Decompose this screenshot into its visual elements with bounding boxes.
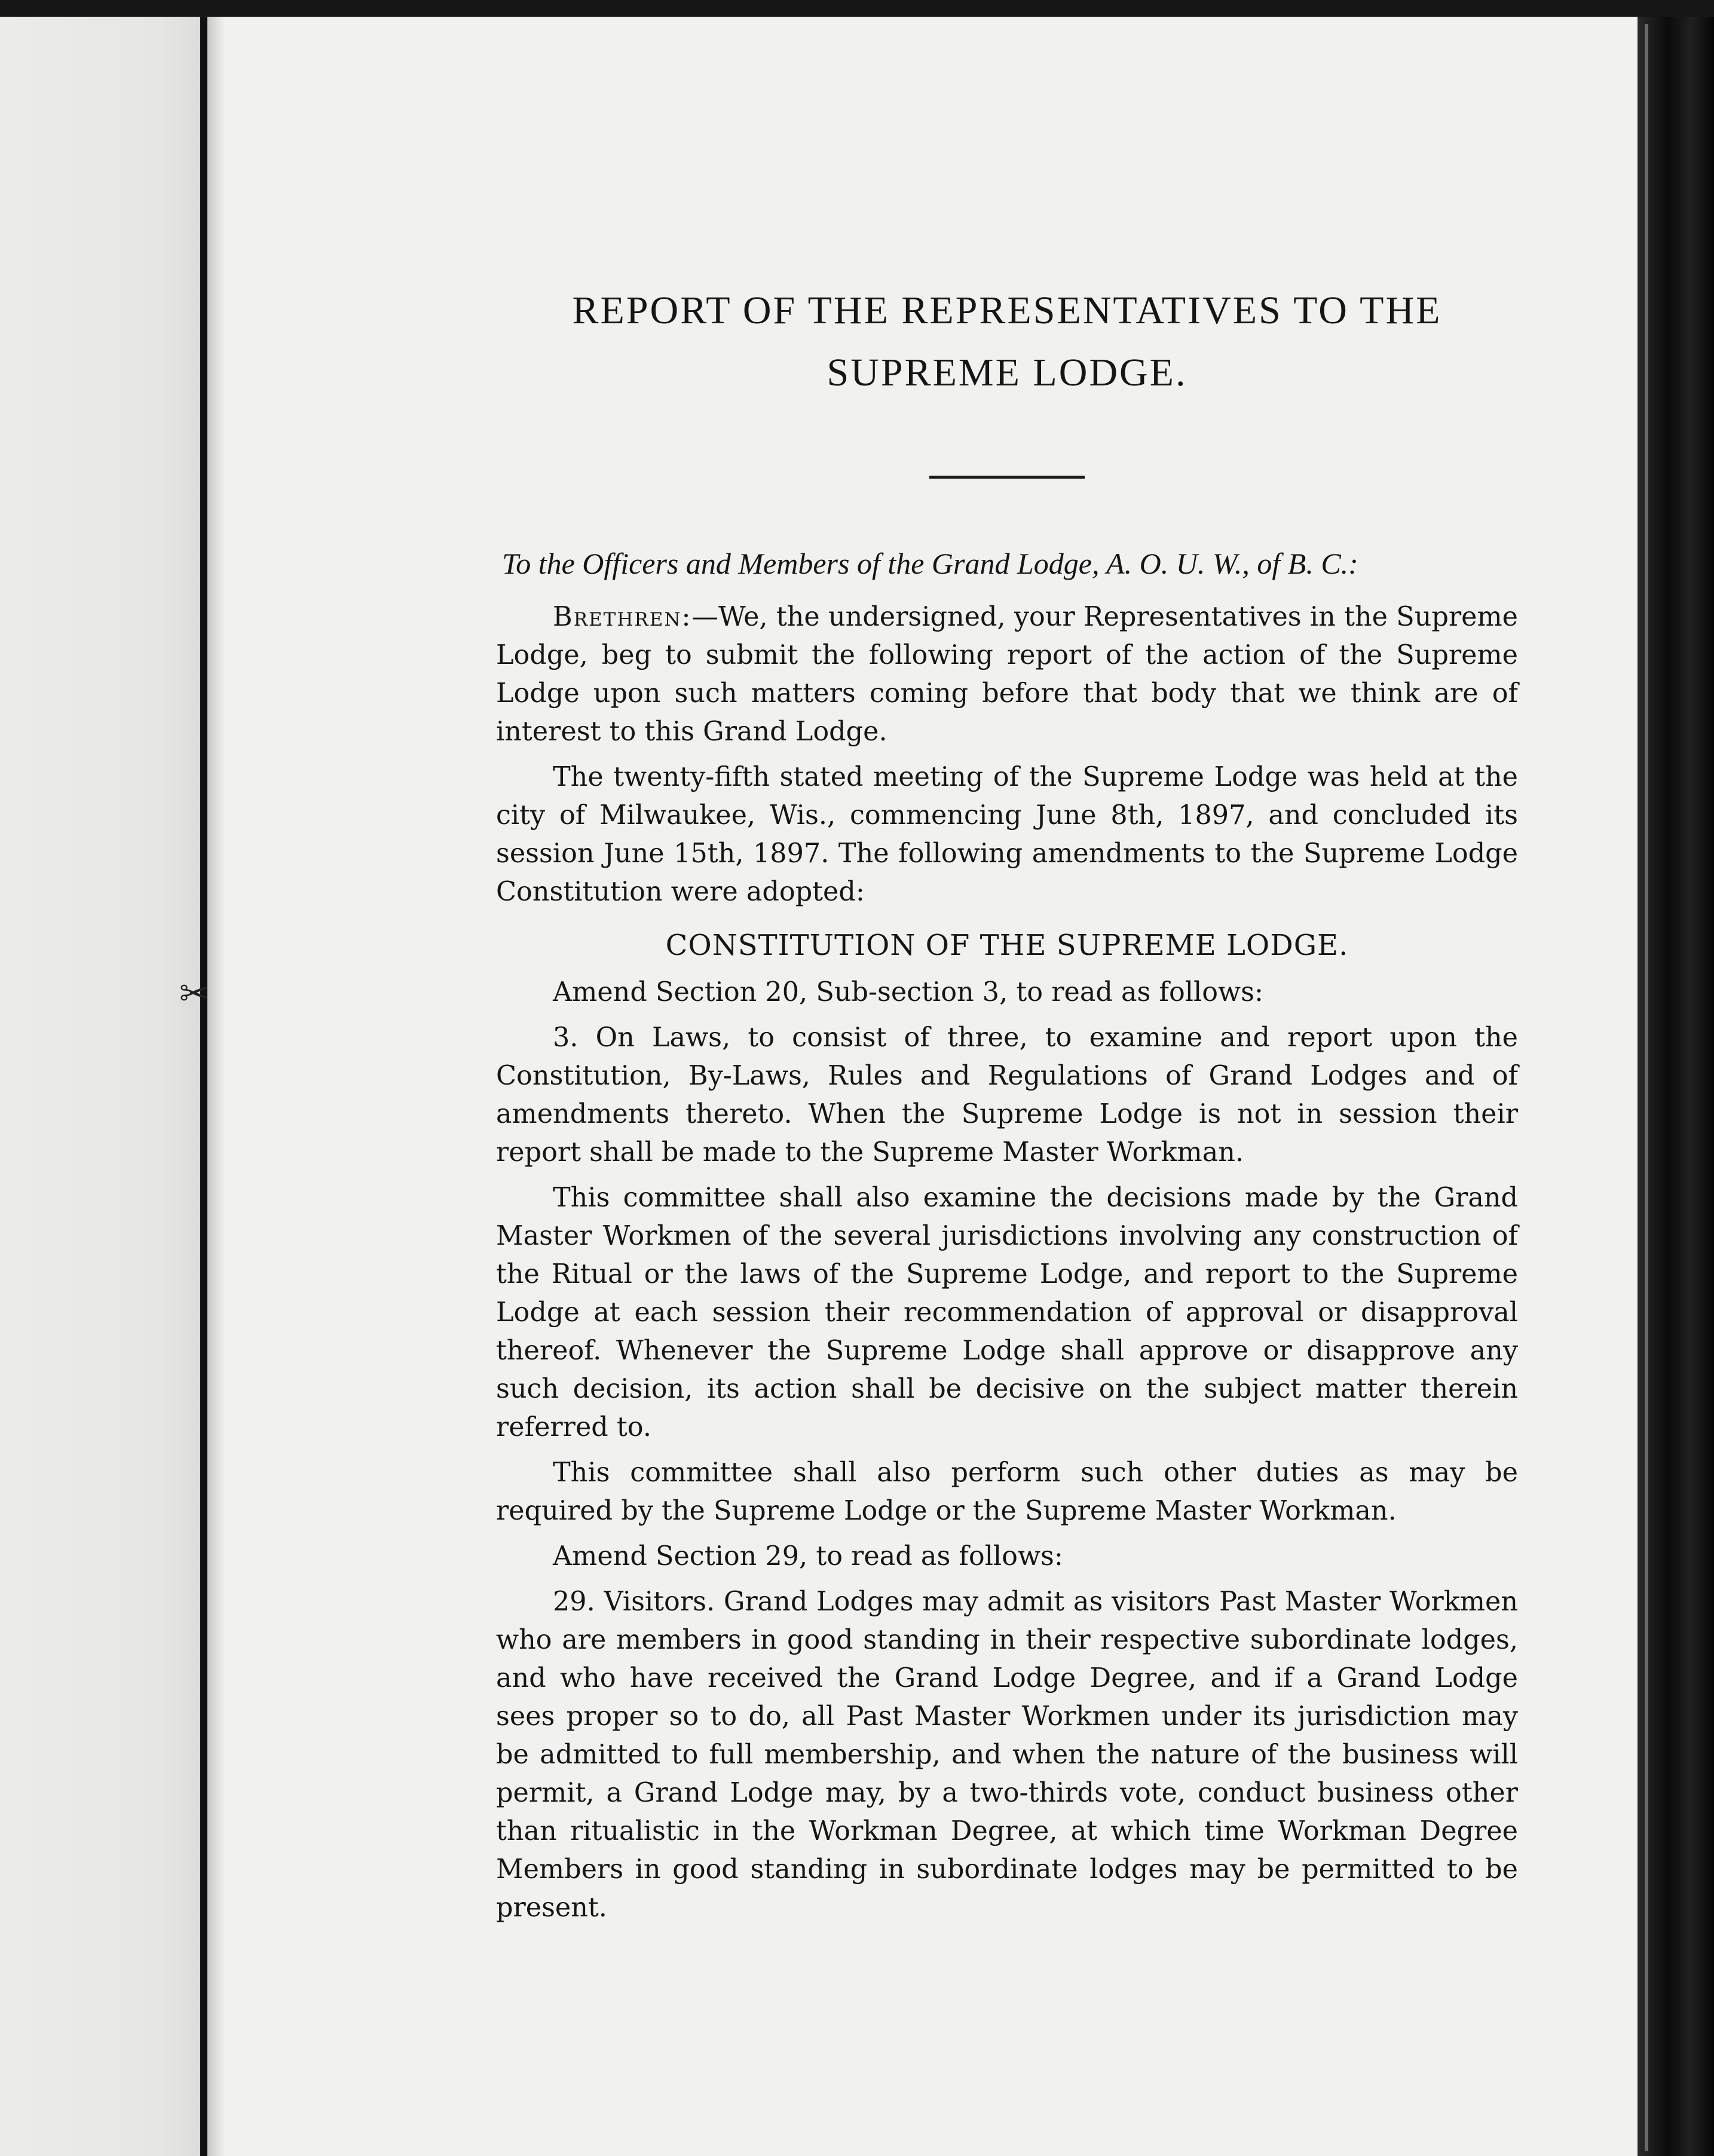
paragraph-committee-duties: This committee shall also perform such other duties as may be required by the Supreme Lodge or the Supreme Master Workman.	[496, 1457, 1518, 1526]
paragraph-committee-decisions: This committee shall also examine the decisions made by the Grand Master Workmen of the several jurisdictions involving any construction of the Ritual or the laws of the Supreme Lodge, and report to the Supreme Lodge at each session their recommendation of approval or disapproval thereof. Whenever the Supreme Lodge shall approve or disapprove any such decision, its action shall be decisive on the subject matter therein referred to.	[496, 1183, 1518, 1443]
paragraph-amend-29: Amend Section 29, to read as follows:	[553, 1541, 1063, 1572]
salutation: To the Officers and Members of the Grand Lodge, A. O. U. W., of B. C.:	[502, 547, 1358, 580]
right-page-edge	[1638, 17, 1714, 2156]
paragraph-visitors: 29. Visitors. Grand Lodges may admit as visitors Past Master Workmen who are members in good standing in their respective subordinate lodges, and who have received the Grand Lodge Degree, and if a Grand Lodge sees proper so to do, all Past Master Workmen under its jurisdiction may be admitted to full membership, and when the nature of the business will permit, a Grand Lodge may, by a two-thirds vote, conduct business other than ritualistic in the Workman Degree, at which time Workman Degree Members in good standing in subordinate lodges may be permitted to be present.	[496, 1587, 1518, 1923]
title-line-2: SUPREME LODGE.	[827, 351, 1187, 394]
brethren-lead: Brethren:	[553, 602, 692, 632]
page-title	[496, 280, 1518, 404]
title-divider	[929, 476, 1085, 479]
binding-gutter-line	[200, 17, 207, 2156]
section-heading: CONSTITUTION OF THE SUPREME LODGE.	[665, 929, 1349, 962]
title-line-1: REPORT OF THE REPRESENTATIVES TO THE	[572, 289, 1442, 332]
paragraph-amend-20: Amend Section 20, Sub-section 3, to read as follows:	[553, 977, 1263, 1007]
right-edge-line	[1645, 24, 1648, 2151]
document-body	[496, 280, 1518, 1934]
paragraph-meeting: The twenty-fifth stated meeting of the Supreme Lodge was held at the city of Milwaukee, Wis., commencing June 8th, 1897, and concluded its session June 15th, 1897. The following amendments to the Supreme Lodge Constitution were adopted:	[496, 762, 1518, 907]
paragraph-1-text: —We, the undersigned, your Representatives in the Supreme Lodge, beg to submit the following report of the action of the Supreme Lodge upon such matters coming before that body that we think are of interest to this Grand Lodge.	[496, 602, 1518, 747]
binding-clip-icon: ✂	[179, 973, 210, 1015]
paragraph-brethren	[496, 598, 1518, 751]
paper-sheet	[0, 17, 1638, 2156]
paragraph-on-laws: 3. On Laws, to consist of three, to examine and report upon the Constitution, By-Laws, Rules and Regulations of Grand Lodges and of amendments thereto. When the Supreme Lodge is not in session their report shall be made to the Supreme Master Workman.	[496, 1022, 1518, 1168]
left-margin	[0, 17, 200, 2156]
gutter-shadow	[207, 17, 225, 2156]
